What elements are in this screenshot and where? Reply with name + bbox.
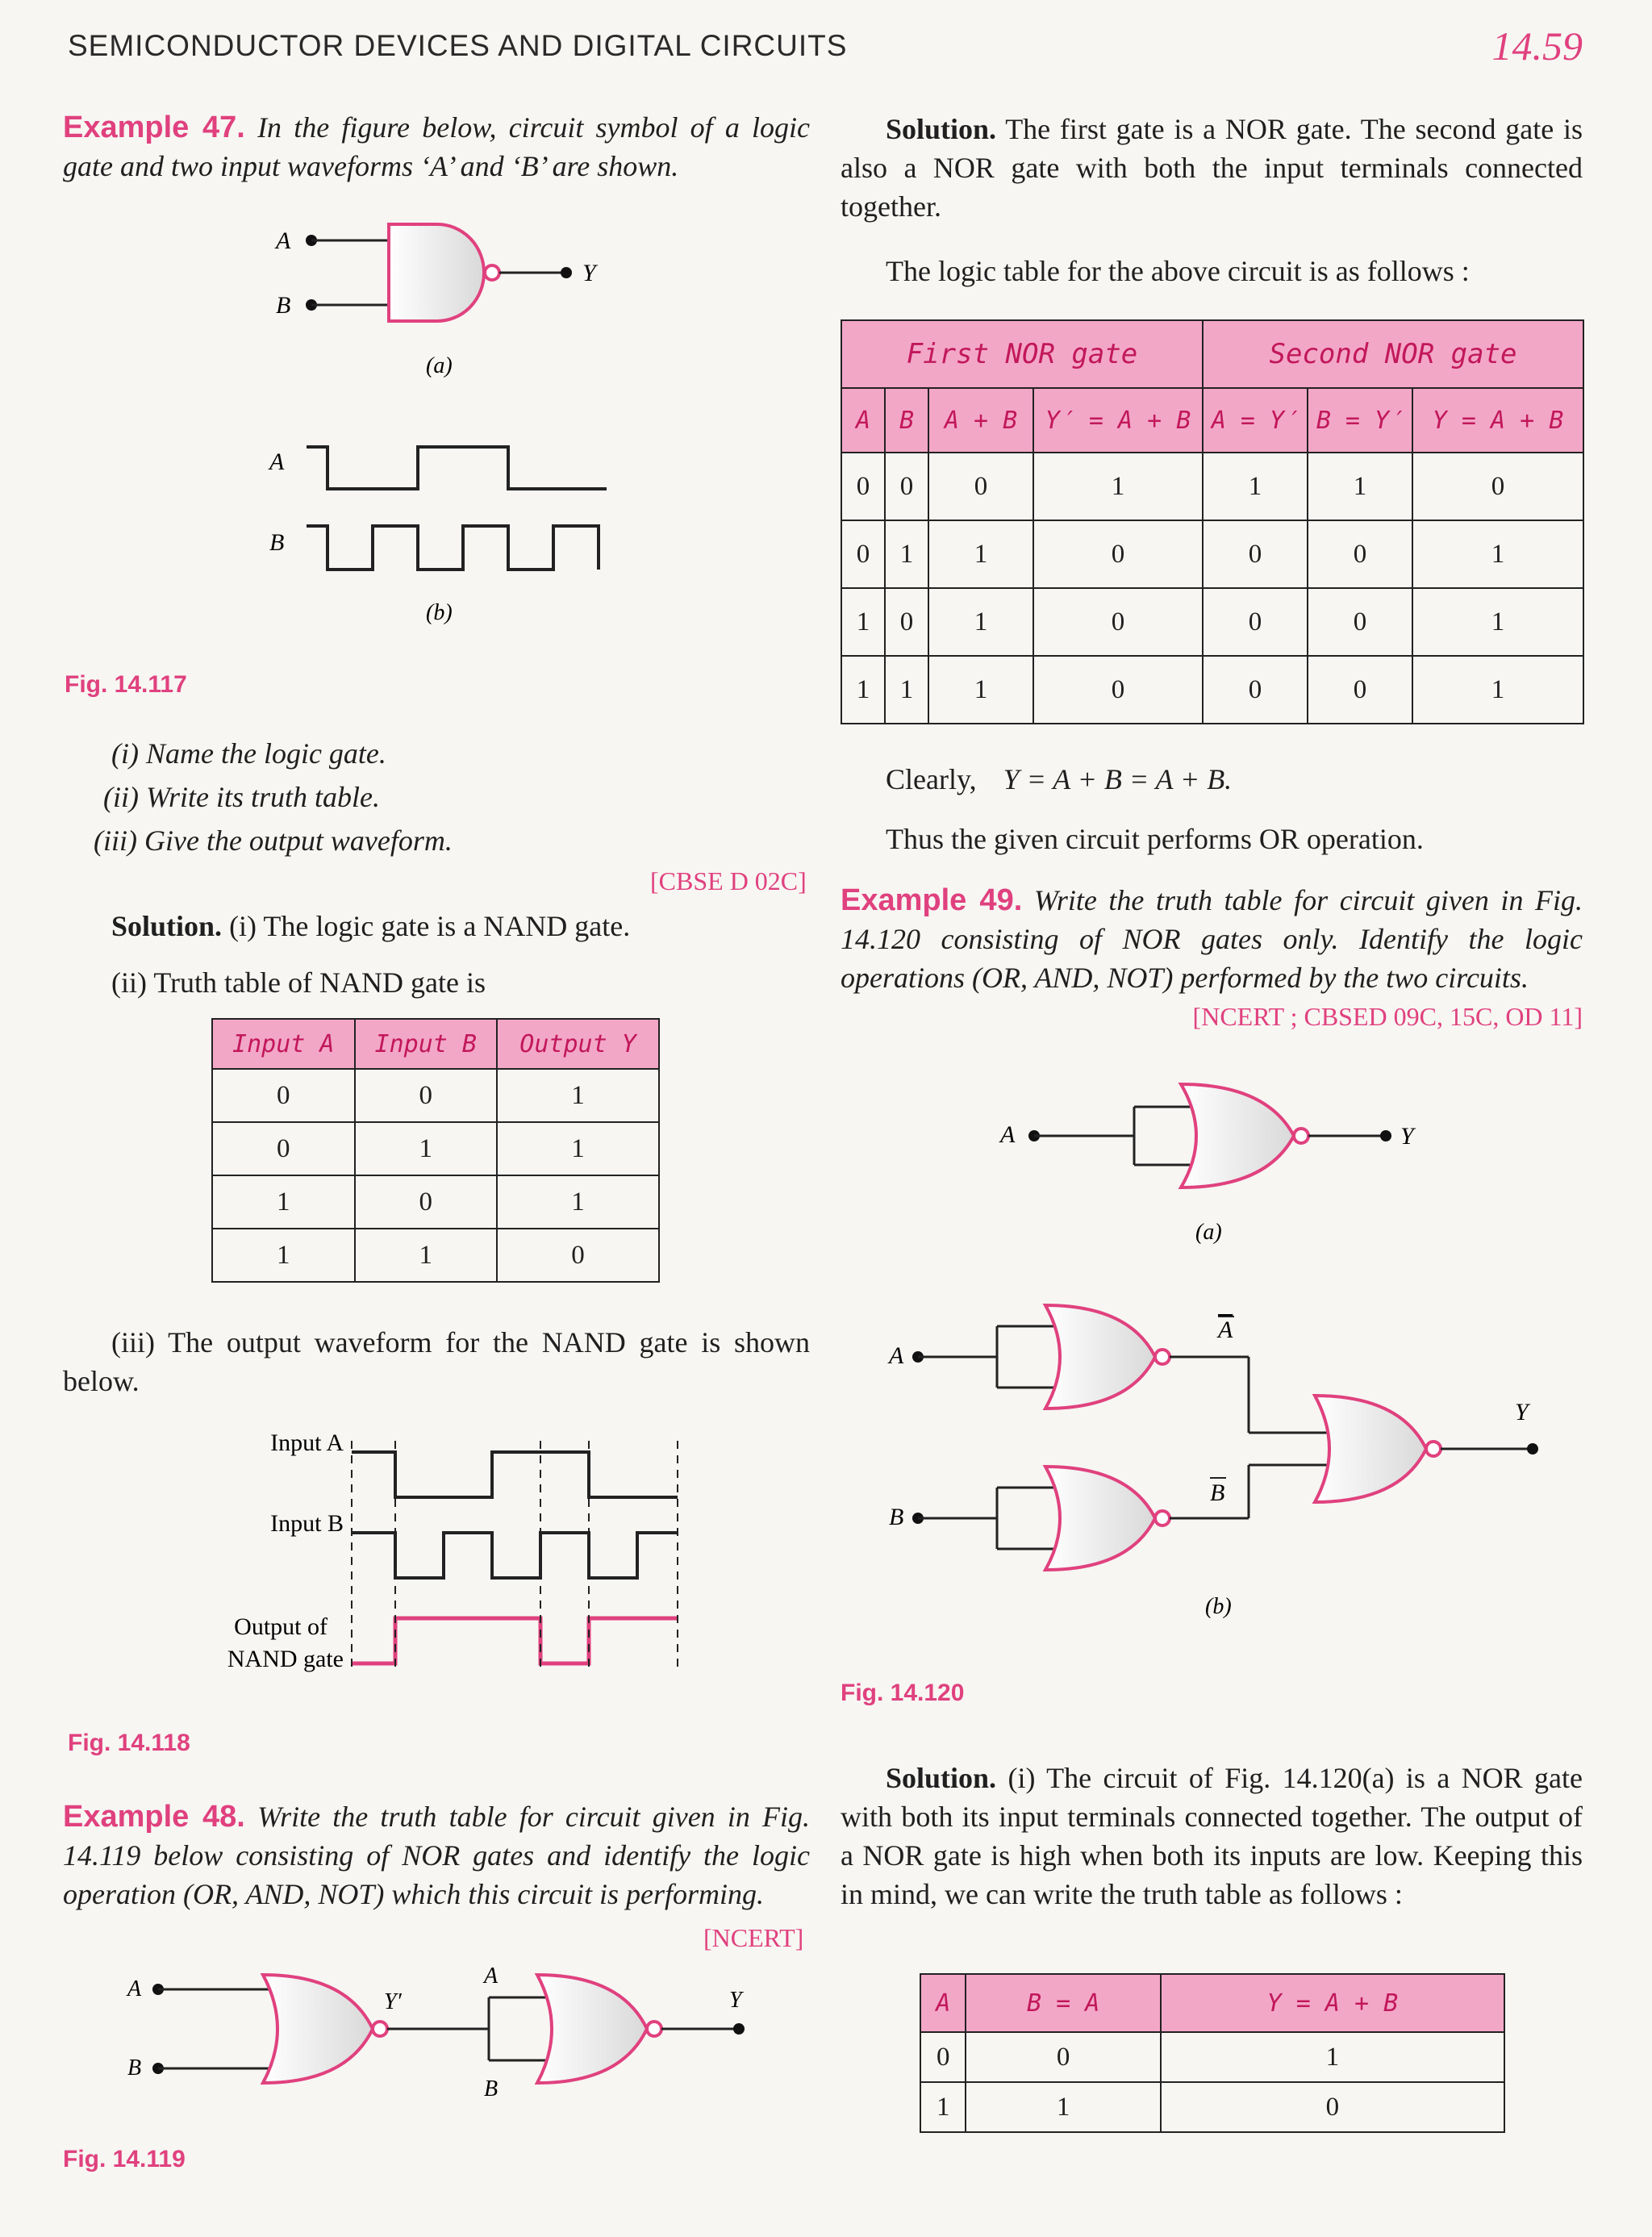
- table-cell: 1: [1308, 453, 1412, 520]
- table-cell: 0: [841, 520, 885, 588]
- table-cell: 1: [885, 656, 928, 724]
- table-cell: 0: [1033, 656, 1203, 724]
- group-header-first: First NOR gate: [841, 320, 1203, 388]
- conclusion-or: Thus the given circuit performs OR operation.: [886, 823, 1424, 855]
- nand-gate-body: [389, 224, 484, 321]
- nand-output-waveforms: [194, 1425, 694, 1691]
- clearly-equation: [886, 760, 1232, 799]
- waveform-a: [307, 447, 607, 489]
- table-cell: 0: [885, 588, 928, 656]
- label-a-bar: A: [1218, 1317, 1233, 1343]
- solution-47-line-1: [111, 907, 630, 945]
- table-cell: 0: [1203, 588, 1308, 656]
- logic-table-intro: The logic table for the above circuit is as follows :: [886, 255, 1470, 287]
- solution-head: Solution.: [111, 910, 223, 942]
- col-header: A = Y′: [1203, 388, 1308, 453]
- reference-ncert-cbse: [NCERT ; CBSED 09C, 15C, OD 11]: [1192, 1002, 1583, 1031]
- output-wave-y: [352, 1618, 678, 1663]
- label-b: B: [889, 1504, 904, 1530]
- table-cell: 1: [497, 1069, 659, 1122]
- table-cell: 1: [212, 1229, 355, 1282]
- running-header: SEMICONDUCTOR DEVICES AND DIGITAL CIRCUITS: [68, 29, 848, 62]
- table-cell: 1: [497, 1122, 659, 1175]
- label-y: Y: [1515, 1399, 1529, 1425]
- table-cell: 0: [1033, 520, 1203, 588]
- solution-48: [841, 110, 1583, 226]
- table-cell: 0: [928, 453, 1033, 520]
- solution-head: Solution.: [886, 113, 997, 145]
- figure-caption-117: Fig. 14.117: [65, 671, 187, 698]
- label-b-second: B: [484, 2076, 499, 2101]
- nor-gate-a: [1181, 1084, 1294, 1187]
- col-header: A + B: [928, 388, 1033, 453]
- table-cell: 1: [841, 588, 885, 656]
- page-number: 14.59: [1491, 23, 1583, 69]
- table-header: B = A: [966, 1974, 1160, 2032]
- figure-caption-119: Fig. 14.119: [63, 2146, 186, 2172]
- label-y-prime: Y′: [384, 1989, 402, 2014]
- solution-head: Solution.: [886, 1762, 997, 1794]
- nand-truth-table: [211, 1018, 660, 1283]
- label-b: B: [276, 292, 291, 319]
- table-cell: 1: [1161, 2032, 1504, 2082]
- sub-label-b: (b): [426, 600, 453, 625]
- solution-text: (i) The logic gate is a NAND gate.: [229, 910, 631, 942]
- solution-text: The first gate is a NOR gate. The second gate is also a NOR gate with both the input terminals connected together.: [841, 113, 1583, 223]
- label-a: A: [889, 1342, 904, 1369]
- example-49-title: Example 49.: [841, 883, 1023, 917]
- nor-gate-bottom: [1045, 1467, 1155, 1570]
- table-cell: 0: [1161, 2082, 1504, 2132]
- table-cell: 1: [355, 1122, 498, 1175]
- not-truth-table: [920, 1973, 1505, 2133]
- question-item-2: (ii) Write its truth table.: [103, 781, 380, 813]
- nor-nor-circuit: [113, 1962, 774, 2107]
- nand-gate-diagram: [258, 211, 613, 389]
- example-49-text: Write the truth table for circuit given in Fig. 14.120 consisting of NOR gates only. Identify the logic operations (OR, AND, NOT) performed by the two circuits.: [841, 884, 1583, 994]
- table-header: Output Y: [497, 1019, 659, 1069]
- table-cell: 0: [212, 1069, 355, 1122]
- sub-label-a: (a): [426, 353, 453, 378]
- clearly-label: Clearly,: [886, 763, 977, 795]
- sub-label-b: (b): [1205, 1594, 1232, 1619]
- col-header: Y = A + B: [1412, 388, 1583, 453]
- label-b: B: [127, 2055, 142, 2080]
- table-cell: 1: [1412, 520, 1583, 588]
- table-cell: 1: [1033, 453, 1203, 520]
- table-cell: 0: [1308, 656, 1412, 724]
- second-nor-gate: [537, 1975, 647, 2083]
- solution-text: (i) The circuit of Fig. 14.120(a) is a NOR gate with both its input terminals connected together. The output of a NOR gate is high when both its inputs are low. Keeping this in mind, we can write the truth table as follows :: [841, 1762, 1583, 1910]
- wave-label-b: B: [269, 529, 285, 556]
- table-header: Input A: [212, 1019, 355, 1069]
- table-cell: 0: [355, 1069, 498, 1122]
- wave-label-a: A: [269, 449, 285, 475]
- col-header: Y′ = A + B: [1033, 388, 1203, 453]
- example-47-text: In the figure below, circuit symbol of a logic gate and two input waveforms ‘A’ and ‘B’ are shown.: [63, 111, 811, 182]
- col-header: B: [885, 388, 928, 453]
- question-item-3: (iii) Give the output waveform.: [94, 824, 453, 857]
- nand-bubble: [485, 265, 499, 280]
- table-cell: 0: [1308, 520, 1412, 588]
- label-a: A: [127, 1976, 142, 2001]
- table-cell: 0: [1308, 588, 1412, 656]
- reference-ncert: [NCERT]: [703, 1923, 804, 1952]
- table-cell: 1: [928, 520, 1033, 588]
- example-48-title: Example 48.: [63, 1800, 245, 1834]
- table-cell: 0: [920, 2032, 966, 2082]
- nor-as-not-circuit: [992, 1078, 1444, 1263]
- output-wave-b: [352, 1533, 678, 1578]
- label-a: A: [276, 227, 291, 254]
- nor-as-and-circuit: [879, 1291, 1557, 1630]
- table-cell: 1: [885, 520, 928, 588]
- table-cell: 1: [1412, 656, 1583, 724]
- table-cell: 0: [841, 453, 885, 520]
- table-header: Y = A + B: [1161, 1974, 1504, 2032]
- nor-logic-table: [841, 319, 1584, 724]
- clearly-expression: Y = A + B = A + B.: [1003, 763, 1233, 795]
- label-a: A: [1000, 1121, 1016, 1148]
- table-cell: 1: [497, 1175, 659, 1229]
- wave-label-output-1: Output of: [234, 1613, 327, 1640]
- label-a-second: A: [484, 1964, 499, 1989]
- first-nor-gate: [263, 1975, 373, 2083]
- figure-caption-120: Fig. 14.120: [841, 1680, 965, 1706]
- wave-label-input-a: Input A: [270, 1429, 344, 1456]
- reference-cbse: [CBSE D 02C]: [650, 866, 807, 895]
- wave-label-output-2: NAND gate: [227, 1646, 344, 1672]
- example-48-question: [63, 1797, 810, 1914]
- table-cell: 0: [885, 453, 928, 520]
- example-47-title: Example 47.: [63, 111, 245, 144]
- table-cell: 1: [1203, 453, 1308, 520]
- table-cell: 0: [497, 1229, 659, 1282]
- example-48-text: Write the truth table for circuit given in Fig. 14.119 below consisting of NOR gates and identify the logic operation (OR, AND, NOT) which this circuit is performing.: [63, 1801, 811, 1910]
- input-waveforms: [258, 429, 613, 631]
- col-header: B = Y′: [1308, 388, 1412, 453]
- table-cell: 1: [928, 656, 1033, 724]
- table-header: Input B: [355, 1019, 498, 1069]
- figure-caption-118: Fig. 14.118: [68, 1730, 190, 1756]
- sub-label-a: (a): [1195, 1220, 1222, 1245]
- output-wave-a: [352, 1452, 678, 1497]
- table-cell: 0: [1203, 656, 1308, 724]
- table-cell: 1: [212, 1175, 355, 1229]
- table-cell: 1: [920, 2082, 966, 2132]
- table-cell: 1: [966, 2082, 1160, 2132]
- solution-47-line-2: (ii) Truth table of NAND gate is: [111, 966, 486, 999]
- example-49-question: [841, 881, 1583, 997]
- question-item-1: (i) Name the logic gate.: [111, 737, 386, 770]
- waveform-b: [307, 526, 599, 570]
- wave-label-input-b: Input B: [270, 1510, 344, 1537]
- table-cell: 0: [1412, 453, 1583, 520]
- table-header: A: [920, 1974, 966, 2032]
- group-header-second: Second NOR gate: [1203, 320, 1583, 388]
- table-cell: 0: [1203, 520, 1308, 588]
- table-cell: 1: [928, 588, 1033, 656]
- table-cell: 1: [1412, 588, 1583, 656]
- label-y: Y: [582, 260, 596, 286]
- table-cell: 0: [355, 1175, 498, 1229]
- table-cell: 0: [212, 1122, 355, 1175]
- solution-47-part-3: (iii) The output waveform for the NAND gate is shown below.: [63, 1326, 810, 1397]
- nor-gate-final: [1315, 1396, 1426, 1502]
- label-y: Y: [1400, 1123, 1414, 1150]
- table-cell: 1: [355, 1229, 498, 1282]
- label-b-bar: B: [1210, 1480, 1225, 1506]
- table-cell: 0: [1033, 588, 1203, 656]
- col-header: A: [841, 388, 885, 453]
- table-cell: 0: [966, 2032, 1160, 2082]
- label-y: Y: [729, 1988, 742, 2013]
- example-47-question: [63, 108, 810, 186]
- table-cell: 1: [841, 656, 885, 724]
- solution-49: [841, 1759, 1583, 1914]
- nor-gate-top: [1045, 1305, 1155, 1409]
